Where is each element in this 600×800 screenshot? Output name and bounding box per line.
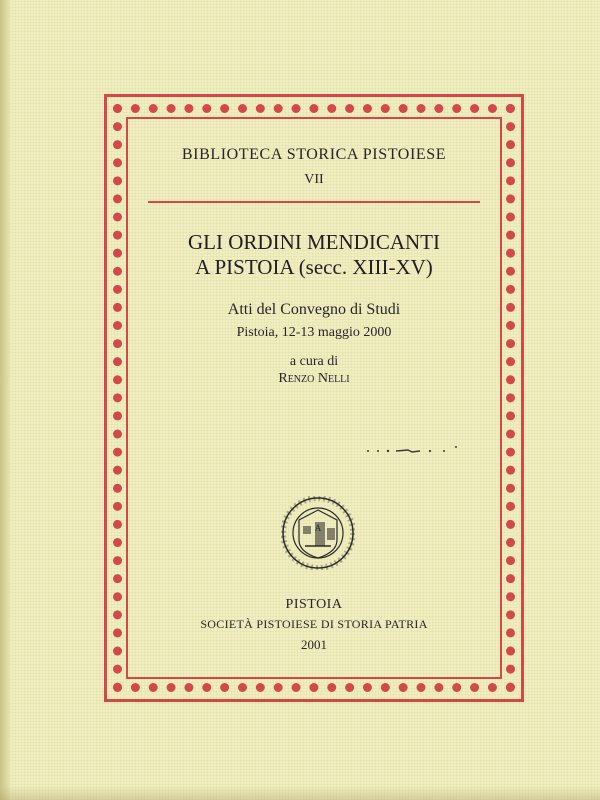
publication-year: 2001: [301, 637, 327, 652]
series-title: BIBLIOTECA STORICA PISTOIESE: [181, 146, 447, 163]
book-title-line-2: A PISTOIA (secc. XIII-XV): [195, 255, 433, 279]
cover-bottom-edge: [0, 786, 600, 800]
book-title: [126, 230, 502, 280]
editor-prefix: a cura di: [289, 354, 339, 369]
editor-name: Renzo Nelli: [278, 371, 350, 386]
cover-left-edge: [0, 0, 10, 800]
conference-place-date: Pistoia, 12-13 maggio 2000: [236, 325, 392, 340]
publisher-city: PISTOIA: [285, 597, 343, 612]
svg-text:A: A: [314, 523, 322, 533]
publisher-name: SOCIETÀ PISTOIESE DI STORIA PATRIA: [200, 617, 428, 631]
book-subtitle: Atti del Convegno di Studi: [227, 301, 401, 318]
book-title-line-1: GLI ORDINI MENDICANTI: [188, 230, 440, 254]
society-seal-icon: [281, 496, 355, 570]
title-divider: [148, 201, 480, 203]
ink-marks: [364, 445, 464, 457]
series-number: VII: [304, 172, 324, 187]
